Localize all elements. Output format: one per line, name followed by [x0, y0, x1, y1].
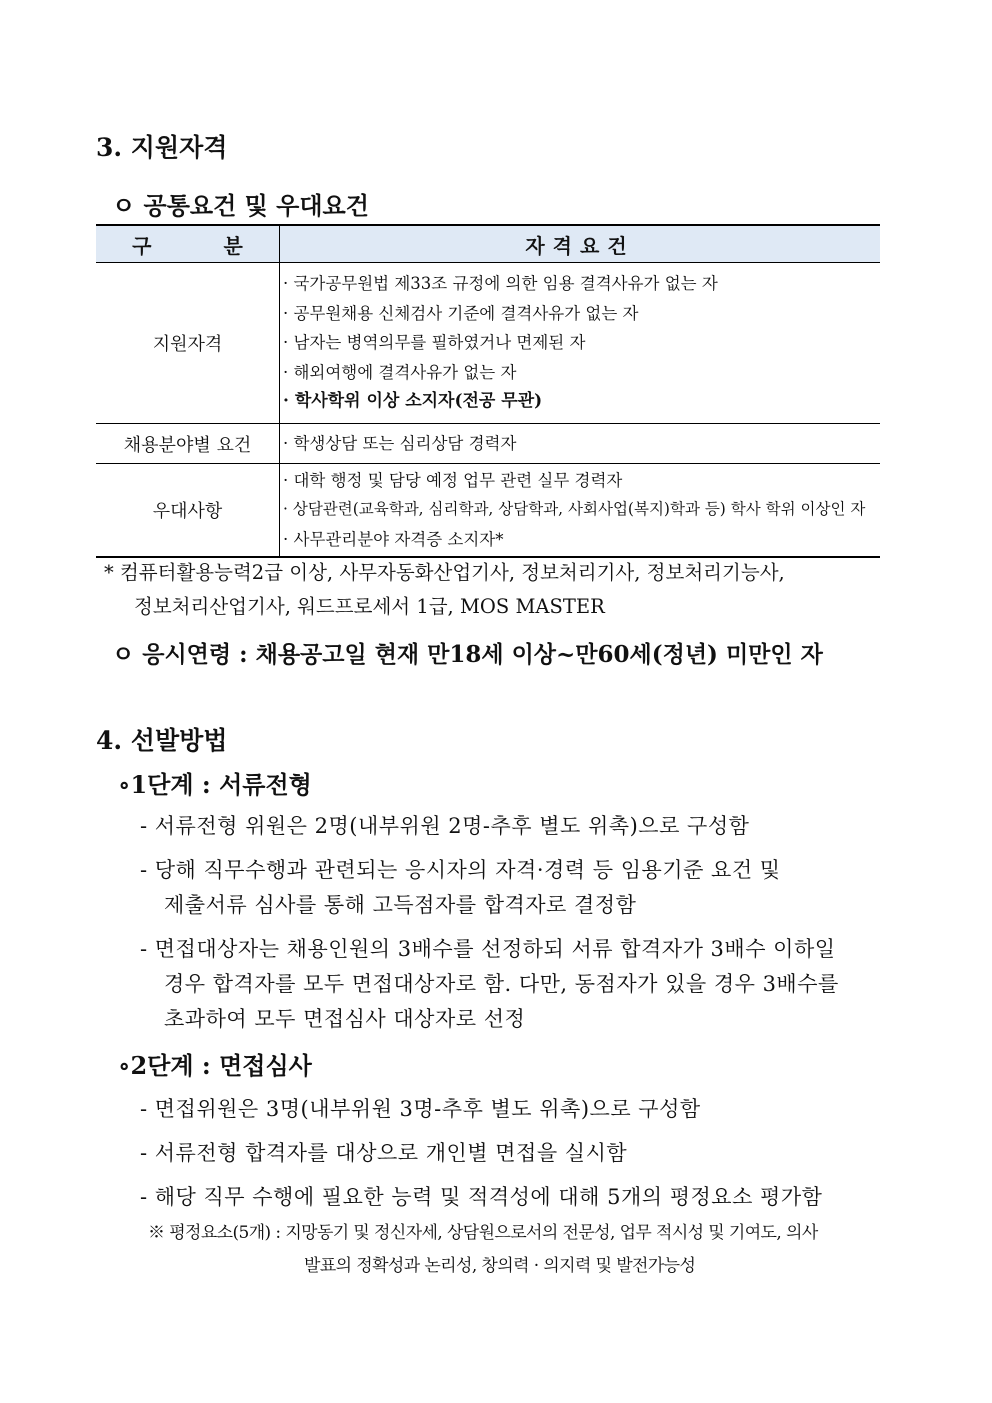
list-item: · 대학 행정 및 담당 예정 업무 관련 실무 경력자 [283, 470, 623, 490]
list-item: · 상담관련(교육학과, 심리학과, 상담학과, 사회사업(복지)학과 등) 학사 학위 이상인 자 [283, 500, 866, 519]
row-category: 우대사항 [96, 464, 280, 558]
table-row [96, 464, 880, 558]
header-requirements: 자격요건 [280, 225, 881, 263]
row-category: 지원자격 [96, 263, 280, 424]
table-row [96, 424, 880, 464]
list-item: · 학생상담 또는 심리상담 경력자 [283, 433, 517, 453]
table-row [96, 263, 880, 424]
stage-1-bullet-1: - 서류전형 위원은 2명(내부위원 2명-추후 별도 위촉)으로 구성함 [140, 814, 750, 838]
section-3-title: 3. 지원자격 [96, 133, 228, 162]
evaluation-note-line-1: ※ 평정요소(5개) : 지망동기 및 정신자세, 상담원으로서의 전문성, 업무 적시성 및 기여도, 의사 [148, 1223, 818, 1243]
requirements-subtitle: ㅇ 공통요건 및 우대요건 [112, 191, 369, 220]
row-items [280, 263, 881, 424]
list-item: · 공무원채용 신체검사 기준에 결격사유가 없는 자 [283, 303, 639, 323]
stage-1-title: ∘1단계 : 서류전형 [118, 770, 312, 799]
header-category-b: 분 [223, 233, 243, 258]
stage-1-bullet-2: - 당해 직무수행과 관련되는 응시자의 자격·경력 등 임용기준 요건 및 [140, 858, 781, 882]
stage-2-bullet-1: - 면접위원은 3명(내부위원 3명-추후 별도 위촉)으로 구성함 [140, 1097, 701, 1121]
list-item: · 남자는 병역의무를 필하였거나 면제된 자 [283, 333, 586, 353]
row-category: 채용분야별 요건 [96, 424, 280, 464]
list-item: · 학사학위 이상 소지자(전공 무관) [283, 391, 543, 412]
stage-1-bullet-3-cont: 초과하여 모두 면접심사 대상자로 선정 [164, 1007, 526, 1031]
stage-1-bullet-2-cont: 제출서류 심사를 통해 고득점자를 합격자로 결정함 [164, 893, 637, 917]
age-requirement: ㅇ 응시연령 : 채용공고일 현재 만18세 이상~만60세(정년) 미만인 자 [112, 641, 823, 668]
row-items [280, 464, 881, 558]
row-items [280, 424, 881, 464]
list-item: · 해외여행에 결격사유가 없는 자 [283, 362, 517, 382]
header-category-a: 구 [132, 233, 152, 258]
evaluation-note-line-2: 발표의 정확성과 논리성, 창의력 · 의지력 및 발전가능성 [304, 1256, 696, 1276]
stage-1-bullet-3-cont: 경우 합격자를 모두 면접대상자로 함. 다만, 동점자가 있을 경우 3배수를 [164, 972, 839, 996]
header-category [96, 225, 280, 263]
requirements-table [96, 224, 880, 558]
footnote-line-2: 정보처리산업기사, 워드프로세서 1급, MOS MASTER [134, 595, 605, 618]
footnote-line-1: * 컴퓨터활용능력2급 이상, 사무자동화산업기사, 정보처리기사, 정보처리기능사, [104, 561, 785, 584]
list-item: · 국가공무원법 제33조 규정에 의한 임용 결격사유가 없는 자 [283, 274, 718, 294]
stage-1-bullet-3: - 면접대상자는 채용인원의 3배수를 선정하되 서류 합격자가 3배수 이하일 [140, 937, 836, 961]
stage-2-bullet-2: - 서류전형 합격자를 대상으로 개인별 면접을 실시함 [140, 1141, 628, 1165]
list-item: · 사무관리분야 자격증 소지자* [283, 529, 504, 549]
stage-2-title: ∘2단계 : 면접심사 [118, 1051, 312, 1080]
section-4-title: 4. 선발방법 [96, 726, 228, 755]
stage-2-bullet-3: - 해당 직무 수행에 필요한 능력 및 적격성에 대해 5개의 평정요소 평가함 [140, 1185, 823, 1209]
table-header-row [96, 225, 880, 263]
